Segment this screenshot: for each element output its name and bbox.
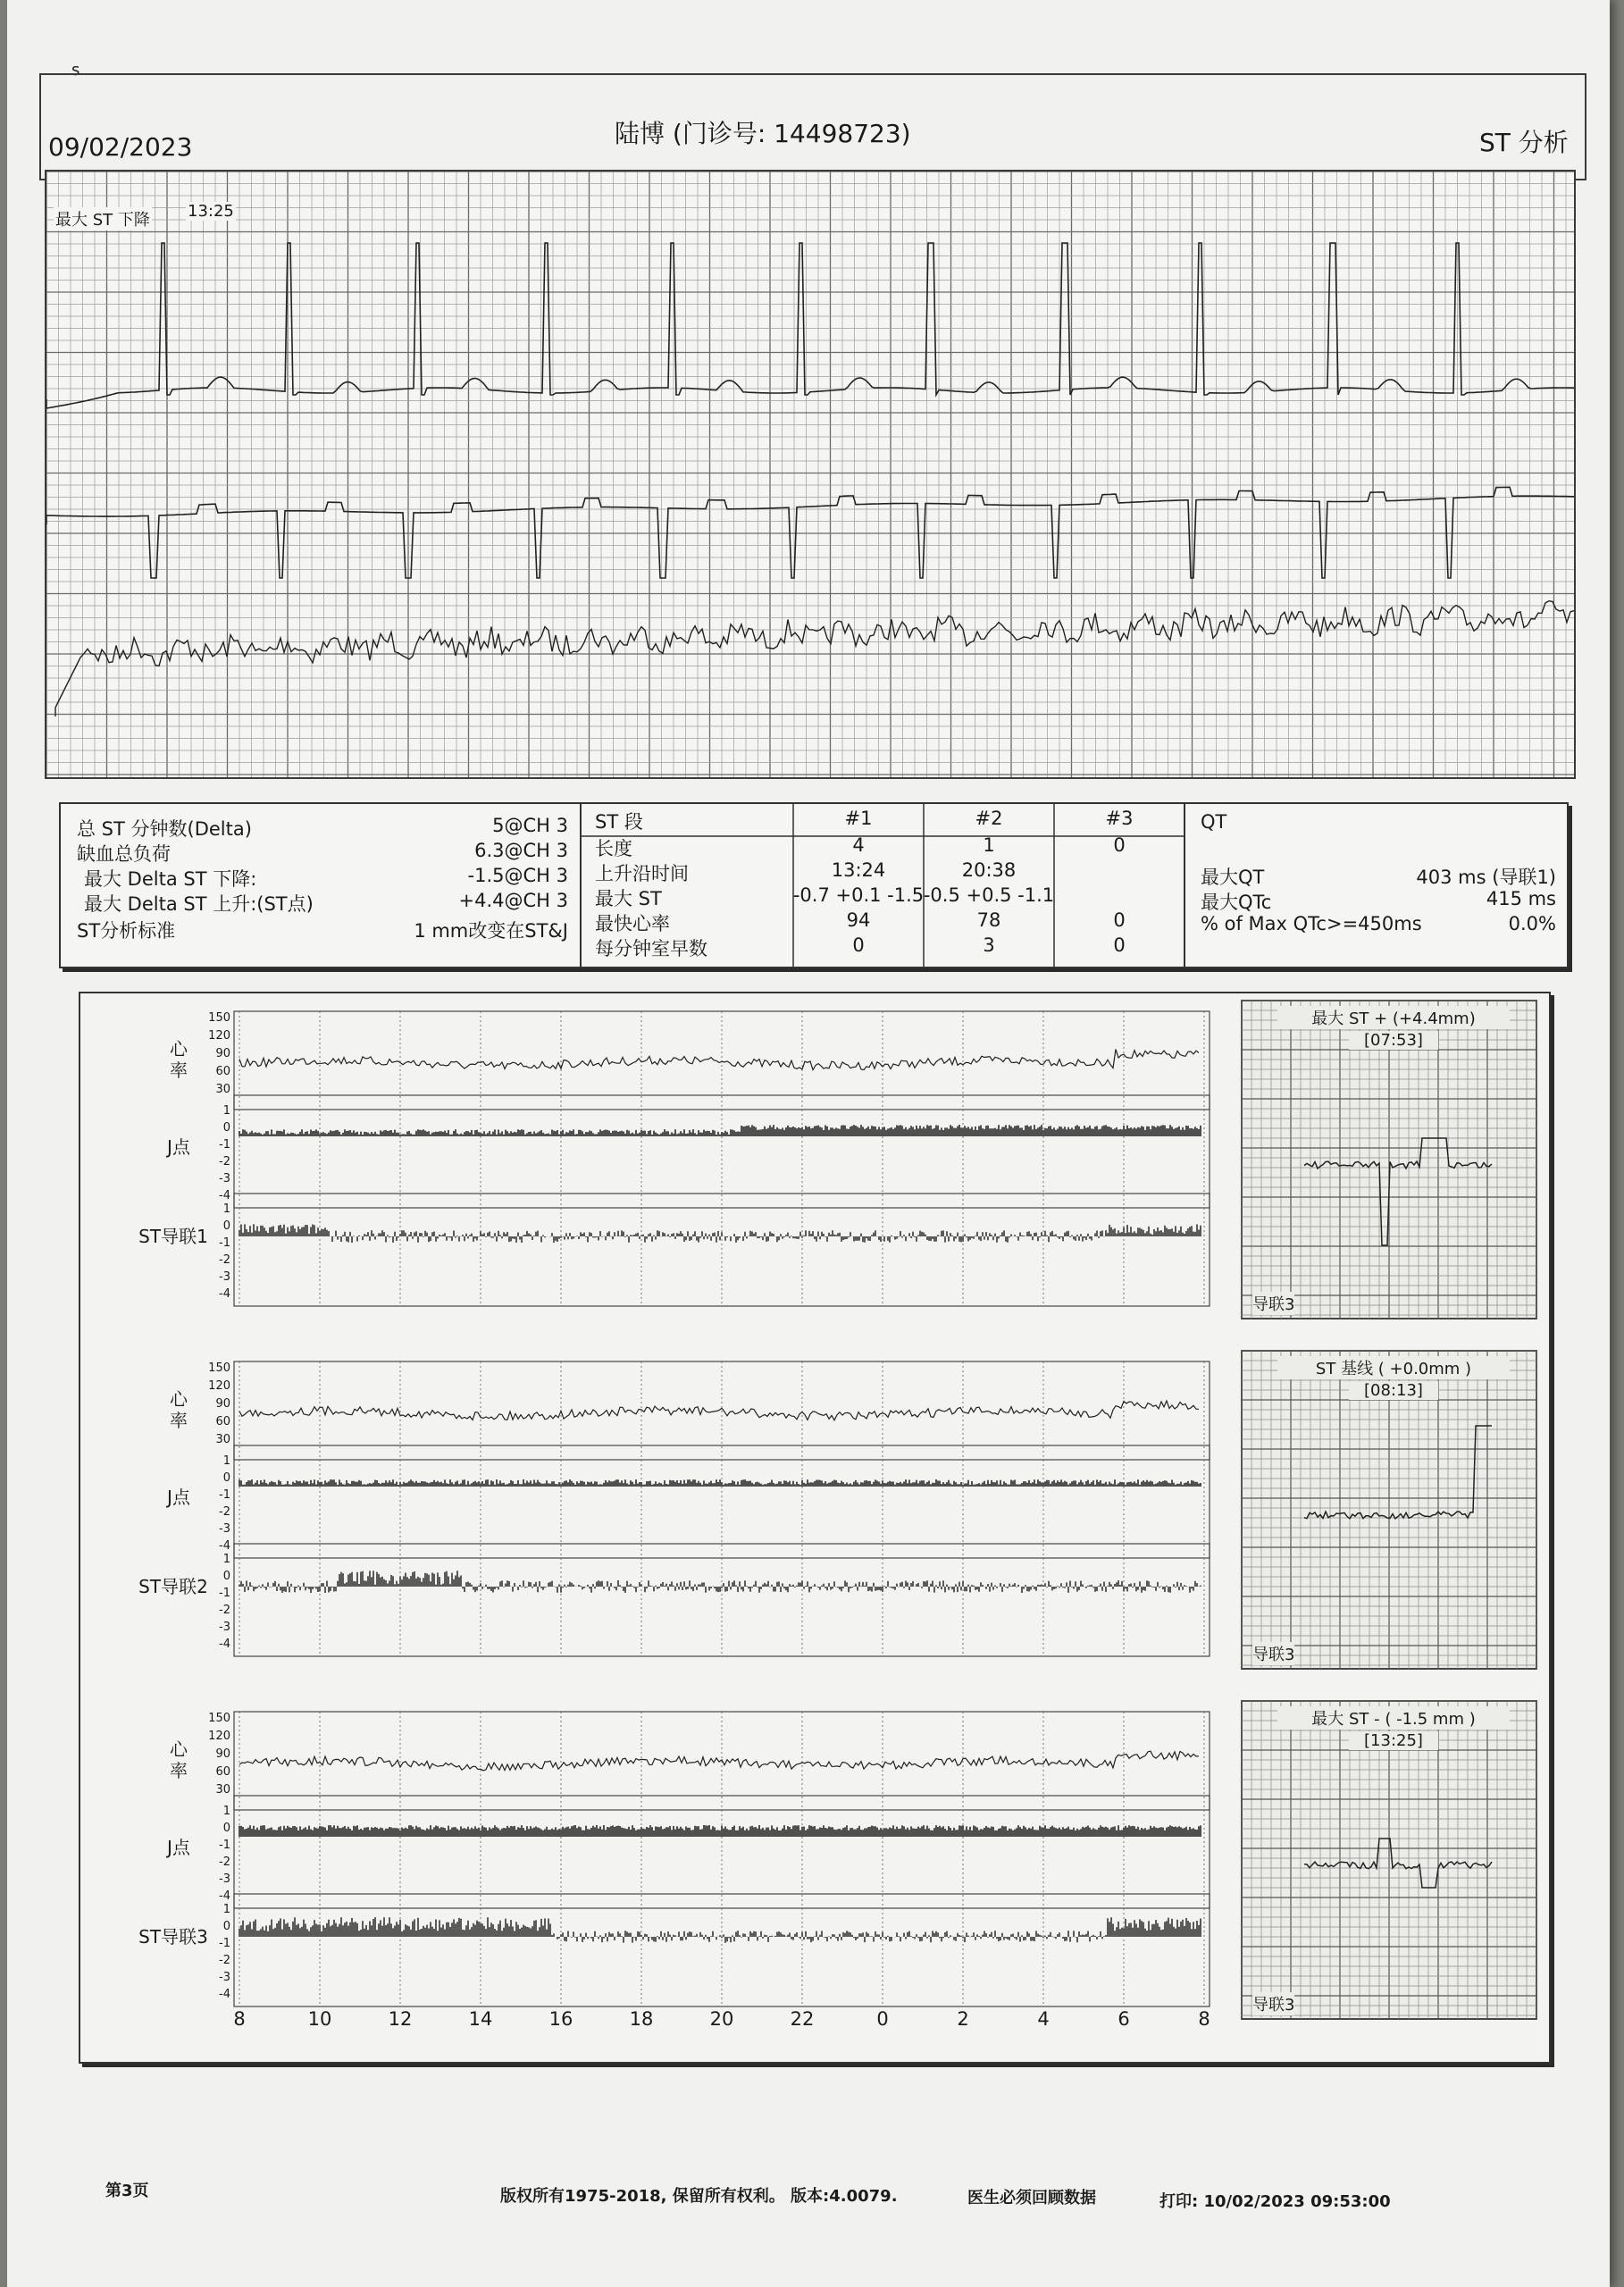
hr-tick-label: 120 bbox=[208, 1730, 230, 1743]
heart-rate-trace bbox=[239, 1050, 1199, 1070]
j-tick-label: 1 bbox=[222, 1805, 230, 1818]
hr-tick-label: 60 bbox=[215, 1065, 230, 1078]
snapshot-lead: 导联3 bbox=[1252, 1992, 1294, 2015]
x-axis-tick: 4 bbox=[1037, 2008, 1050, 2030]
st-tick-label: -2 bbox=[219, 1954, 230, 1967]
report-page bbox=[7, 0, 1610, 2287]
summary-value: -1.5@CH 3 bbox=[467, 865, 568, 886]
hr-tick-label: 120 bbox=[208, 1379, 230, 1393]
j-tick-label: -1 bbox=[219, 1488, 230, 1502]
j-tick-label: 1 bbox=[222, 1454, 230, 1468]
j-tick-label: 0 bbox=[222, 1121, 230, 1135]
hr-tick-label: 120 bbox=[208, 1029, 230, 1043]
qt-title: QT bbox=[1201, 811, 1227, 833]
j-tick-label: 0 bbox=[222, 1822, 230, 1835]
st-cell: 0 bbox=[1113, 909, 1126, 931]
trend-panel bbox=[79, 992, 1551, 2064]
st-lead-trace bbox=[239, 1917, 1201, 1943]
qt-label: 最大QT bbox=[1201, 867, 1265, 888]
x-axis-tick: 18 bbox=[629, 2008, 654, 2030]
st-tick-label: -2 bbox=[219, 1604, 230, 1617]
j-tick-label: -3 bbox=[219, 1522, 230, 1536]
summary-value: 5@CH 3 bbox=[492, 815, 568, 836]
qt-label: 最大QTc bbox=[1201, 892, 1272, 913]
j-tick-label: -3 bbox=[219, 1172, 230, 1185]
j-tick-label: 0 bbox=[222, 1471, 230, 1485]
x-axis-tick: 0 bbox=[876, 2008, 889, 2030]
x-axis-tick: 20 bbox=[709, 2008, 734, 2030]
ecg-label: 最大 ST 下降 bbox=[54, 207, 152, 230]
hr-tick-label: 150 bbox=[208, 1361, 230, 1375]
x-axis-tick: 14 bbox=[468, 2008, 493, 2030]
hr-tick-label: 30 bbox=[215, 1783, 230, 1797]
st-tick-label: -3 bbox=[219, 1621, 230, 1634]
x-axis-tick: 12 bbox=[388, 2008, 413, 2030]
hr-tick-label: 90 bbox=[215, 1047, 230, 1060]
j-tick-label: -1 bbox=[219, 1839, 230, 1852]
ecg-time: 13:25 bbox=[188, 202, 234, 221]
st-cell: 3 bbox=[983, 934, 995, 956]
qt-label: % of Max QTc>=450ms bbox=[1201, 913, 1422, 934]
hr-tick-label: 60 bbox=[215, 1765, 230, 1779]
summary-label: 最大 Delta ST 下降: bbox=[84, 868, 257, 890]
st-tick-label: -1 bbox=[219, 1236, 230, 1250]
snapshot-time: [13:25] bbox=[1349, 1731, 1438, 1750]
page-number: 第3页 bbox=[105, 2182, 149, 2200]
st-tick-label: 1 bbox=[222, 1202, 230, 1216]
st-row-label: 最大 ST bbox=[595, 888, 662, 909]
st-lead-label: ST导联3 bbox=[138, 1926, 208, 1948]
st-col-header: #3 bbox=[1105, 808, 1134, 829]
j-tick-label: -2 bbox=[219, 1155, 230, 1169]
report-type: ST 分析 bbox=[1479, 128, 1569, 157]
j-tick-label: -1 bbox=[219, 1138, 230, 1152]
j-point-label: J点 bbox=[167, 1837, 190, 1858]
st-cell: -0.7 +0.1 -1.5 bbox=[792, 884, 925, 906]
x-axis-tick: 22 bbox=[790, 2008, 815, 2030]
st-tick-label: -4 bbox=[219, 1988, 230, 2001]
x-axis-tick: 8 bbox=[233, 2008, 246, 2030]
st-tick-label: 0 bbox=[222, 1219, 230, 1233]
st-tick-label: -1 bbox=[219, 1937, 230, 1950]
st-row-label: 最快心率 bbox=[595, 913, 670, 934]
j-tick-label: -2 bbox=[219, 1856, 230, 1869]
x-axis-tick: 10 bbox=[307, 2008, 332, 2030]
j-tick-label: -2 bbox=[219, 1505, 230, 1519]
snapshot-time: [07:53] bbox=[1349, 1031, 1438, 1050]
st-tick-label: 1 bbox=[222, 1553, 230, 1566]
corner-mark: s bbox=[71, 61, 80, 80]
qt-value: 0.0% bbox=[1508, 913, 1556, 934]
st-cell: 0 bbox=[1113, 834, 1126, 856]
st-tick-label: 0 bbox=[222, 1570, 230, 1583]
st-header: ST 段 bbox=[595, 811, 643, 833]
hr-tick-label: 60 bbox=[215, 1415, 230, 1428]
hr-tick-label: 30 bbox=[215, 1083, 230, 1096]
st-col-header: #2 bbox=[975, 808, 1003, 829]
snapshot-title: 最大 ST - ( -1.5 mm ) bbox=[1277, 1706, 1510, 1730]
snapshot-title: ST 基线 ( +0.0mm ) bbox=[1277, 1356, 1510, 1379]
report-date: 09/02/2023 bbox=[48, 132, 193, 162]
st-cell: 20:38 bbox=[961, 859, 1017, 881]
j-tick-label: -4 bbox=[219, 1189, 230, 1202]
x-axis-tick: 8 bbox=[1198, 2008, 1210, 2030]
ecg-lead-3-trace bbox=[55, 601, 1574, 716]
j-tick-label: -4 bbox=[219, 1539, 230, 1553]
summary-value: 6.3@CH 3 bbox=[474, 840, 568, 861]
j-tick-label: -3 bbox=[219, 1872, 230, 1886]
summary-label: ST分析标准 bbox=[77, 920, 176, 942]
x-axis-tick: 16 bbox=[548, 2008, 573, 2030]
summary-value: 1 mm改变在ST&J bbox=[414, 920, 568, 942]
st-tick-label: 1 bbox=[222, 1903, 230, 1916]
qt-value: 415 ms bbox=[1486, 888, 1556, 909]
ecg-gridlines bbox=[46, 172, 1574, 777]
st-cell: 78 bbox=[976, 909, 1001, 931]
j-point-label: J点 bbox=[167, 1136, 190, 1158]
st-col-header: #1 bbox=[844, 808, 873, 829]
hr-tick-label: 90 bbox=[215, 1747, 230, 1761]
snapshot-time: [08:13] bbox=[1349, 1381, 1438, 1400]
hr-label: 心 率 bbox=[170, 1738, 188, 1781]
st-cell: -0.5 +0.5 -1.1 bbox=[923, 884, 1055, 906]
summary-label: 总 ST 分钟数(Delta) bbox=[77, 818, 252, 840]
heart-rate-trace bbox=[239, 1401, 1199, 1420]
patient-title: 陆博 (门诊号: 14498723) bbox=[615, 119, 911, 148]
summary-label: 最大 Delta ST 上升:(ST点) bbox=[84, 893, 314, 915]
j-point-trace bbox=[239, 1479, 1201, 1487]
j-tick-label: -4 bbox=[219, 1889, 230, 1903]
qt-value: 403 ms (导联1) bbox=[1416, 867, 1556, 888]
j-point-trace bbox=[239, 1125, 1201, 1136]
ecg-grid bbox=[46, 172, 1574, 777]
snapshot-title: 最大 ST + (+4.4mm) bbox=[1277, 1006, 1510, 1029]
ecg-strip bbox=[45, 170, 1576, 779]
x-axis-tick: 6 bbox=[1118, 2008, 1130, 2030]
st-lead-label: ST导联2 bbox=[138, 1576, 208, 1597]
st-lead-trace bbox=[239, 1571, 1201, 1593]
st-tick-label: -4 bbox=[219, 1638, 230, 1651]
st-tick-label: -3 bbox=[219, 1971, 230, 1984]
st-tick-label: -4 bbox=[219, 1287, 230, 1301]
st-cell: 4 bbox=[852, 834, 865, 856]
trend-charts bbox=[80, 993, 1549, 2062]
copyright: 版权所有1975-2018, 保留所有权利。 版本:4.0079. bbox=[500, 2187, 898, 2206]
st-cell: 94 bbox=[846, 909, 871, 931]
snapshot-lead: 导联3 bbox=[1252, 1642, 1294, 1665]
st-cell: 0 bbox=[1113, 934, 1126, 956]
st-cell: 1 bbox=[983, 834, 995, 856]
stats-table bbox=[59, 802, 1569, 968]
st-row-label: 每分钟室早数 bbox=[595, 938, 707, 959]
heart-rate-trace bbox=[239, 1751, 1199, 1771]
hr-label: 心 率 bbox=[170, 1038, 188, 1081]
hr-tick-label: 90 bbox=[215, 1397, 230, 1411]
hr-tick-label: 150 bbox=[208, 1712, 230, 1725]
hr-tick-label: 30 bbox=[215, 1433, 230, 1446]
st-cell: 13:24 bbox=[831, 859, 886, 881]
print-time: 打印: 10/02/2023 09:53:00 bbox=[1159, 2192, 1391, 2211]
st-lead-label: ST导联1 bbox=[138, 1226, 208, 1247]
j-tick-label: 1 bbox=[222, 1104, 230, 1118]
hr-label: 心 率 bbox=[170, 1388, 188, 1431]
x-axis-tick: 2 bbox=[957, 2008, 969, 2030]
summary-label: 缺血总负荷 bbox=[77, 843, 171, 865]
summary-value: +4.4@CH 3 bbox=[458, 890, 568, 911]
st-row-label: 上升沿时间 bbox=[595, 863, 689, 884]
st-tick-label: -3 bbox=[219, 1270, 230, 1284]
st-row-label: 长度 bbox=[595, 838, 632, 859]
st-cell: 0 bbox=[852, 934, 865, 956]
j-point-trace bbox=[239, 1825, 1201, 1837]
st-tick-label: -1 bbox=[219, 1587, 230, 1600]
review-notice: 医生必须回顾数据 bbox=[967, 2189, 1096, 2207]
st-tick-label: -2 bbox=[219, 1253, 230, 1267]
hr-tick-label: 150 bbox=[208, 1011, 230, 1025]
st-tick-label: 0 bbox=[222, 1920, 230, 1933]
snapshot-lead: 导联3 bbox=[1252, 1292, 1294, 1315]
st-lead-trace bbox=[239, 1224, 1201, 1243]
j-point-label: J点 bbox=[167, 1487, 190, 1508]
